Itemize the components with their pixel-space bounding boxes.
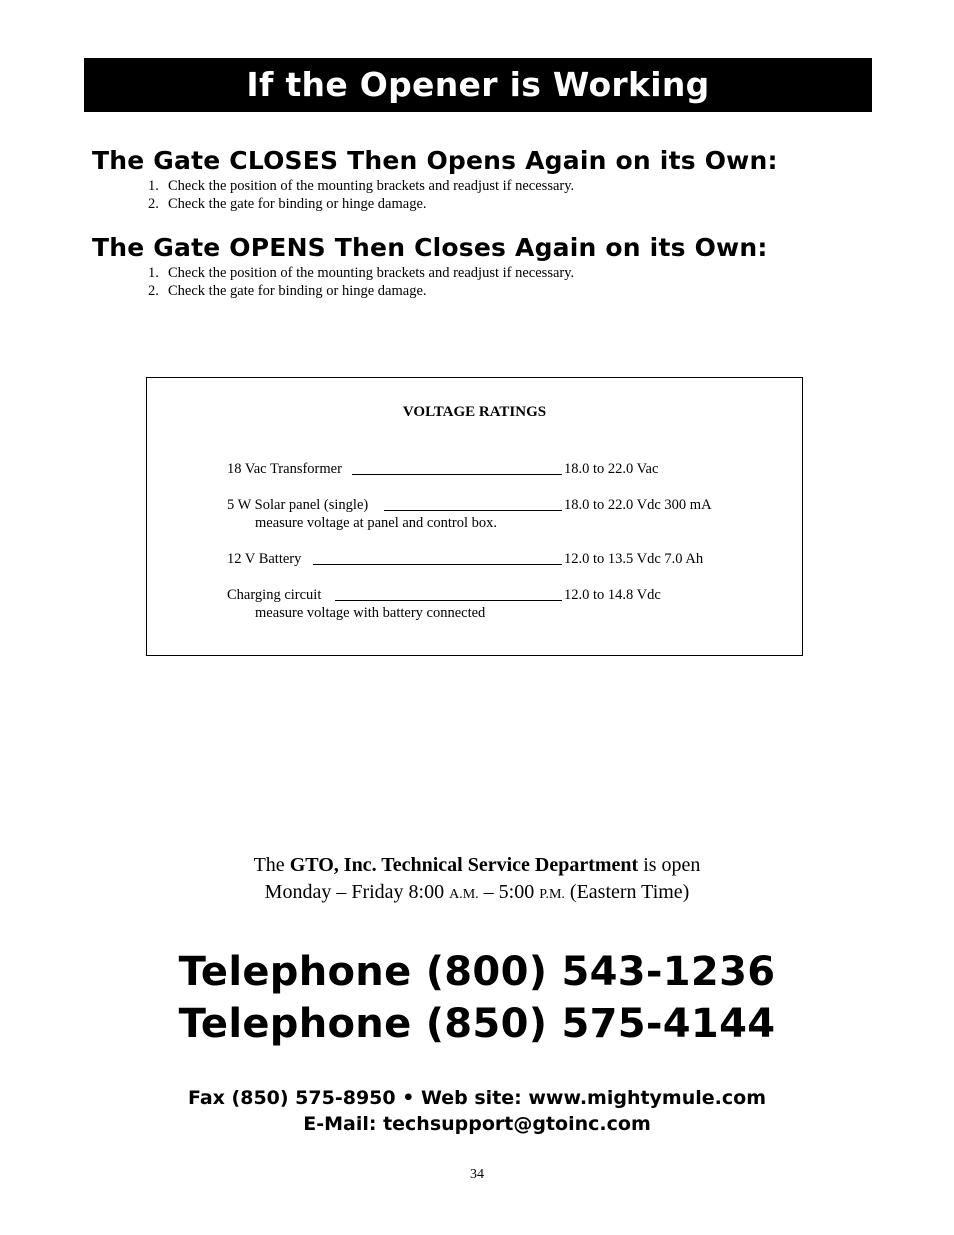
voltage-ratings-box [146, 377, 803, 656]
service-text: The [253, 854, 290, 876]
list-item [148, 264, 574, 282]
list-number: 2. [148, 283, 159, 299]
fax-web-line: Fax (850) 575-8950 • Web site: www.mightymule.com [187, 1087, 766, 1109]
list-text: Check the gate for binding or hinge damage. [168, 196, 427, 212]
voltage-row-solar [227, 496, 712, 514]
service-line-1 [0, 852, 954, 879]
telephone-line-2: Telephone (850) 575-4144 [178, 1001, 776, 1047]
list-item [148, 282, 574, 300]
telephone-line-1: Telephone (800) 543-1236 [178, 949, 776, 995]
voltage-label: 18 Vac Transformer [227, 461, 342, 477]
section-list-opens [148, 264, 574, 300]
service-am: A.M. [449, 887, 479, 902]
service-line-2 [0, 879, 954, 908]
voltage-note-charging: measure voltage with battery connected [255, 605, 486, 621]
section-list-closes [148, 177, 574, 213]
list-text: Check the gate for binding or hinge damage. [168, 283, 427, 299]
voltage-row-transformer [227, 460, 659, 478]
voltage-label: 12 V Battery [227, 551, 302, 567]
voltage-value: 12.0 to 14.8 Vdc [564, 587, 661, 603]
voltage-value: 18.0 to 22.0 Vdc 300 mA [564, 497, 712, 513]
service-text: is open [638, 854, 701, 876]
voltage-value: 18.0 to 22.0 Vac [564, 461, 659, 477]
leader-line [313, 564, 562, 565]
service-text: (Eastern Time) [564, 881, 690, 903]
service-department-name: GTO, Inc. Technical Service Department [289, 854, 639, 876]
voltage-row-charging [227, 586, 661, 604]
voltage-ratings-title: VOLTAGE RATINGS [402, 404, 547, 420]
list-number: 2. [148, 196, 159, 212]
list-number: 1. [148, 178, 159, 194]
page-banner-title: If the Opener is Working [84, 58, 872, 112]
list-item [148, 195, 574, 213]
voltage-note-solar: measure voltage at panel and control box. [255, 515, 497, 531]
leader-line [335, 600, 562, 601]
voltage-label: 5 W Solar panel (single) [227, 497, 369, 513]
service-pm: P.M. [539, 887, 565, 902]
voltage-value: 12.0 to 13.5 Vdc 7.0 Ah [564, 551, 704, 567]
list-number: 1. [148, 265, 159, 281]
list-text: Check the position of the mounting brackets and readjust if necessary. [168, 178, 575, 194]
list-item [148, 177, 574, 195]
section-heading-opens: The Gate OPENS Then Closes Again on its Own: [92, 233, 768, 262]
page-number: 34 [470, 1167, 484, 1182]
section-heading-closes: The Gate CLOSES Then Opens Again on its Own: [92, 146, 778, 175]
leader-line [384, 510, 562, 511]
leader-line [352, 474, 562, 475]
email-line: E-Mail: techsupport@gtoinc.com [303, 1113, 651, 1135]
service-text: Monday – Friday 8:00 [264, 881, 450, 903]
list-text: Check the position of the mounting brackets and readjust if necessary. [168, 265, 575, 281]
voltage-row-battery [227, 550, 704, 568]
service-text: – 5:00 [478, 881, 540, 903]
voltage-label: Charging circuit [227, 587, 322, 603]
